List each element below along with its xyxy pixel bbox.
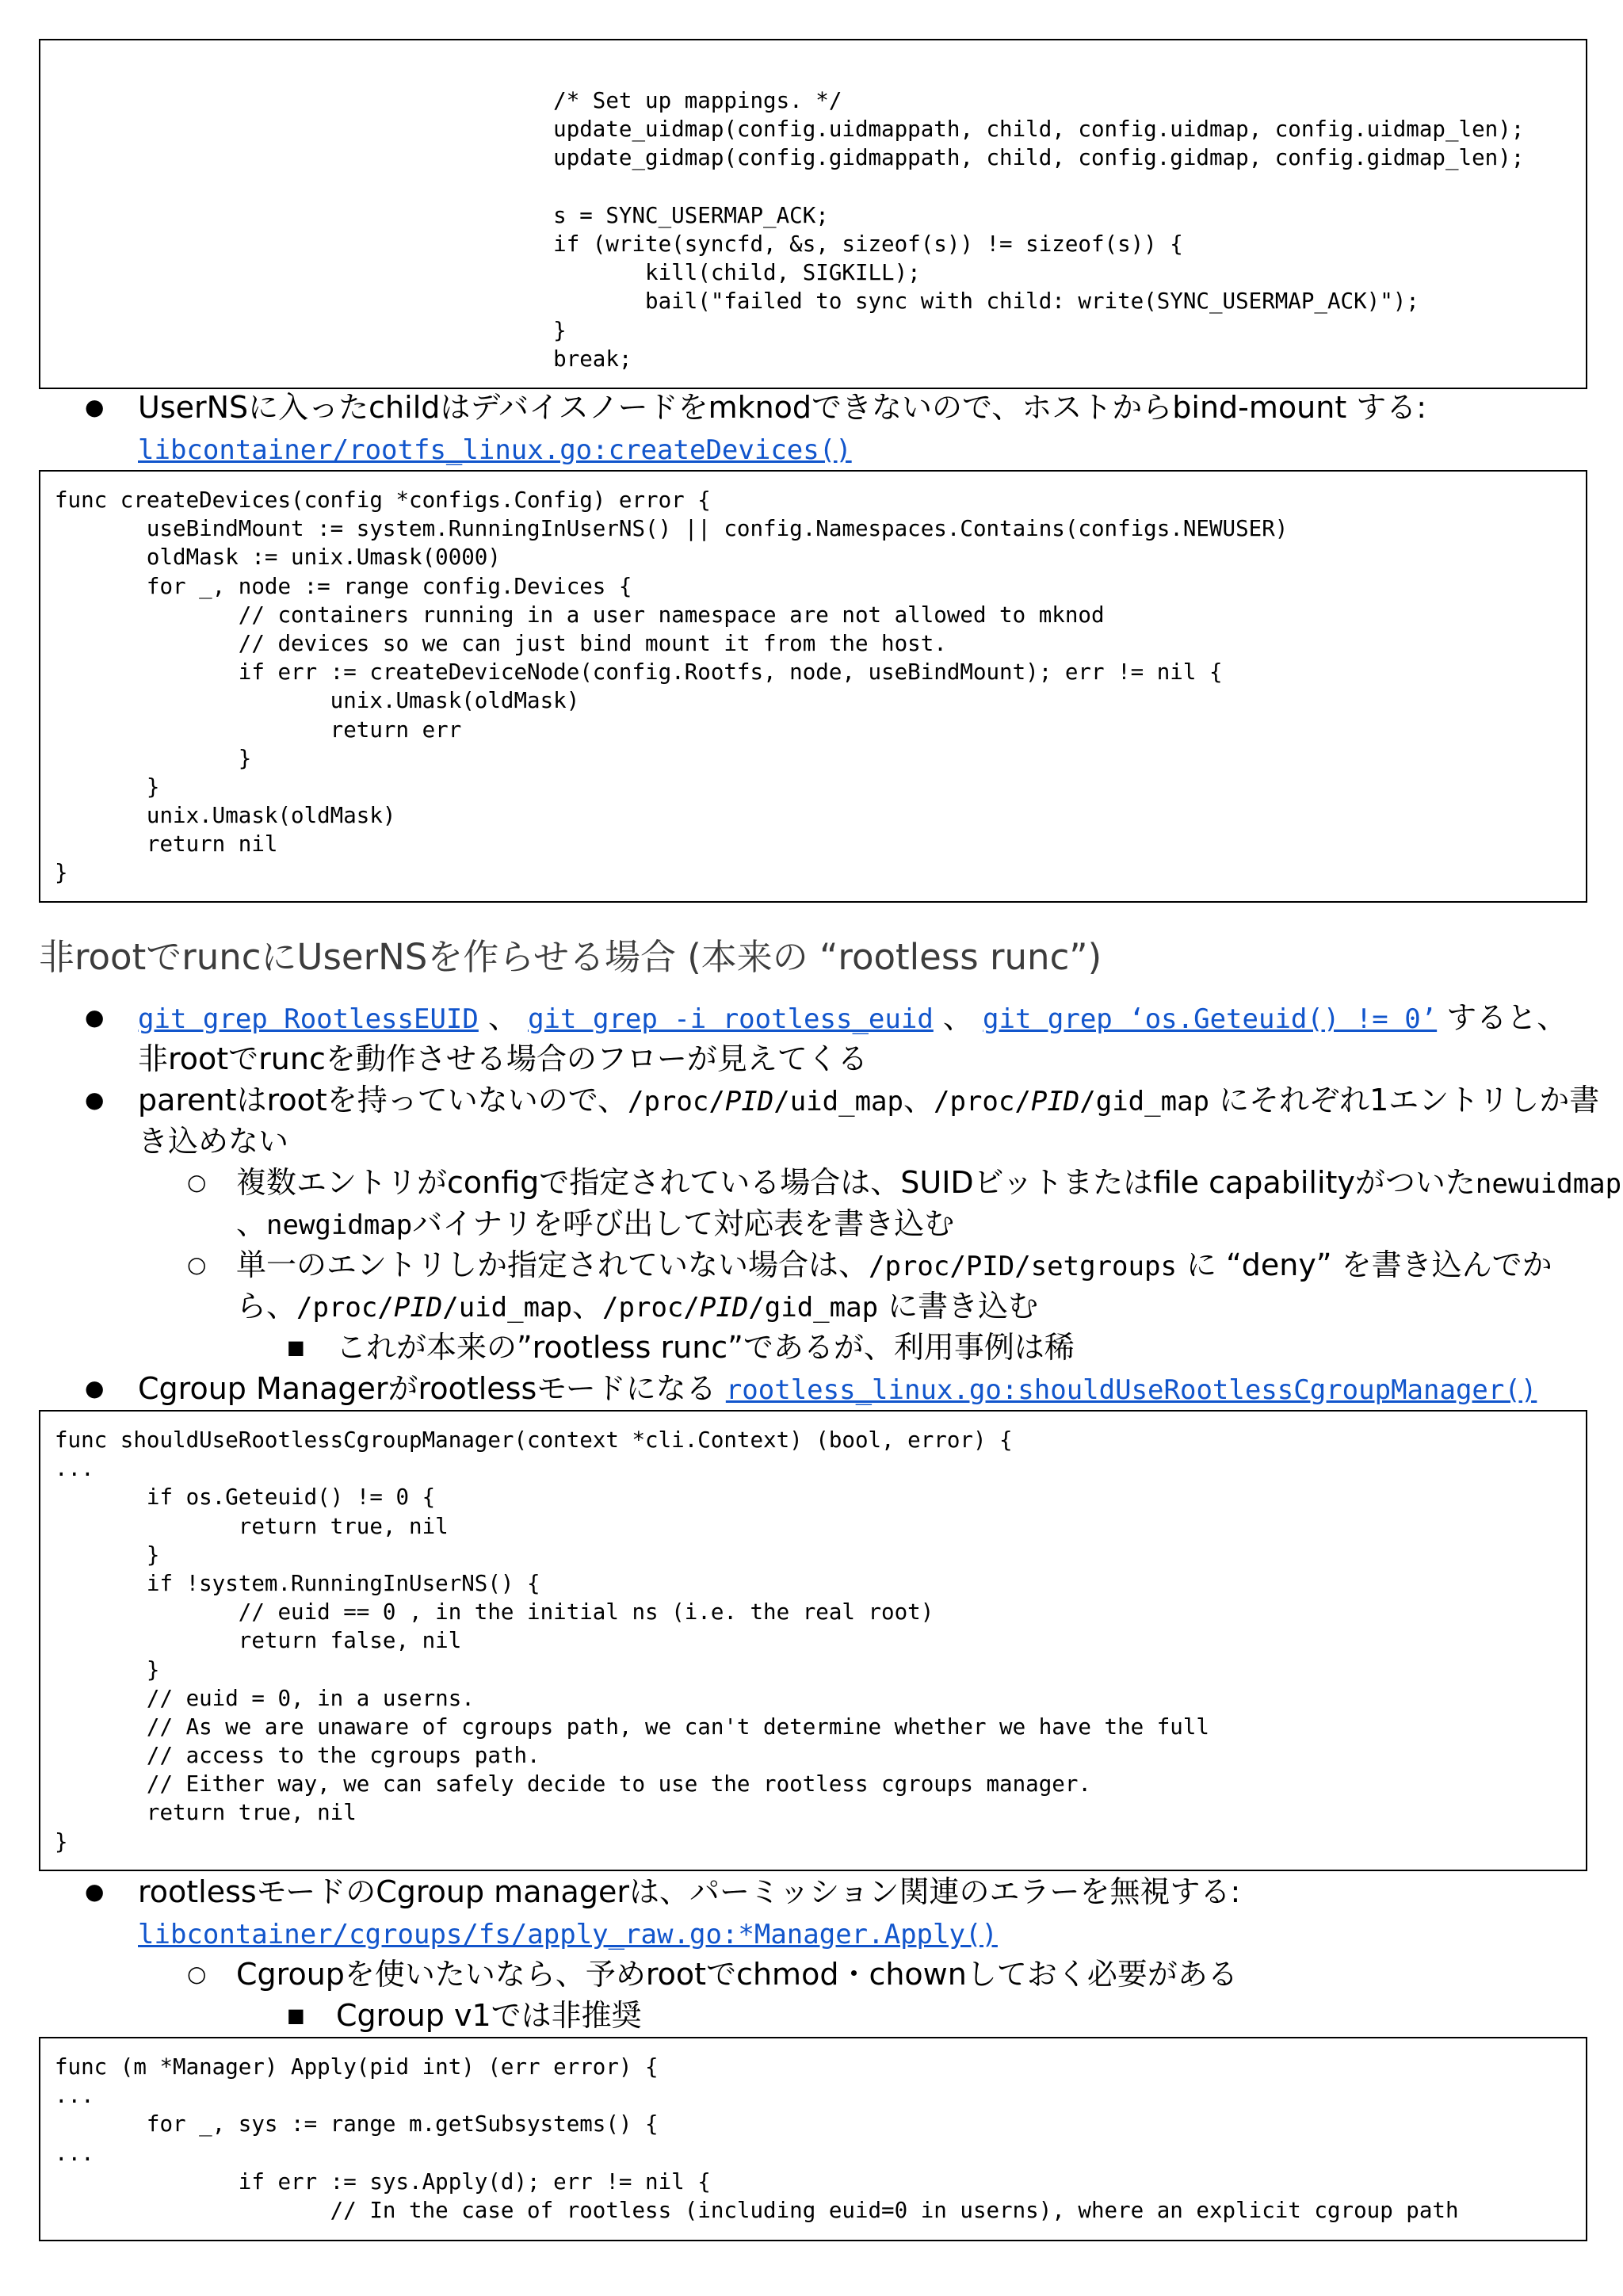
- path-gid-map: [602, 1292, 878, 1324]
- sub-continuation: [236, 1203, 954, 1246]
- path-part: /uid_map: [773, 1086, 903, 1117]
- code-line: return nil: [55, 831, 278, 858]
- code-line: useBindMount := system.RunningInUserNS() || config.Namespaces.Contains(configs.NEWUSER): [55, 516, 1289, 542]
- code-line: // In the case of rootless (including euid=0 in userns), where an explicit cgroup path: [55, 2197, 1459, 2223]
- path-part: /gid_map: [1079, 1086, 1210, 1117]
- bullet-link-line: [138, 428, 852, 471]
- text-run: Cgroup Managerがrootlessモードになる: [138, 1371, 726, 1406]
- binary-newuidmap: newuidmap: [1475, 1168, 1622, 1200]
- code-line: // containers running in a user namespace are not allowed to mknod: [55, 602, 1105, 628]
- path-pid: PID: [1030, 1086, 1080, 1117]
- code-line: // euid == 0 , in the initial ns (i.e. the real root): [55, 1599, 934, 1626]
- code-line: ...: [55, 1456, 94, 1482]
- path-part: /proc/: [602, 1292, 700, 1324]
- code-line: update_uidmap(config.uidmappath, child, config.uidmap, config.uidmap_len);: [55, 117, 1525, 143]
- code-line: return err: [55, 716, 462, 743]
- path-part: /proc/: [934, 1086, 1031, 1117]
- subsub-bullet-square: ■: [287, 2004, 305, 2027]
- code-block-manager-apply: [39, 2037, 1587, 2241]
- code-line: /* Set up mappings. */: [55, 88, 842, 113]
- link-git-grep-geteuid[interactable]: git grep ‘os.Geteuid() != 0’: [983, 1003, 1438, 1035]
- code-block-createdevices: [39, 470, 1587, 903]
- bullet-continuation: 非rootでruncを動作させる場合のフローが見えてくる: [138, 1041, 868, 1076]
- code-line: update_gidmap(config.gidmappath, child, config.gidmap, config.gidmap_len);: [55, 145, 1525, 171]
- text-run: に書き込む: [878, 1289, 1039, 1324]
- bullet-cgroup-manager: [138, 1368, 1537, 1411]
- section-heading: 非rootでruncにUserNSを作らせる場合 (本来の “rootless runc”): [39, 936, 1102, 978]
- separator: 、: [933, 1000, 973, 1035]
- link-apply-raw-manager-apply[interactable]: libcontainer/cgroups/fs/apply_raw.go:*Manager.Apply(): [138, 1919, 998, 1950]
- code-line: ...: [55, 2083, 94, 2109]
- code-line: oldMask := unix.Umask(0000): [55, 544, 501, 571]
- code-line: bail("failed to sync with child: write(SYNC_USERMAP_ACK)");: [55, 288, 1419, 315]
- code-line: break;: [55, 346, 632, 372]
- code-line: return false, nil: [55, 1628, 462, 1654]
- separator: 、: [478, 1000, 518, 1035]
- link-git-grep-rootlesseuid[interactable]: git grep RootlessEUID: [138, 1003, 479, 1035]
- bullet-text-createdevices: [138, 387, 1426, 428]
- bullet-git-grep: [138, 997, 1567, 1040]
- code-line: }: [55, 317, 567, 343]
- sub-bullet-circle: ○: [187, 1169, 207, 1195]
- bullet-dot: ●: [85, 1087, 105, 1113]
- code-line: if os.Geteuid() != 0 {: [55, 1484, 436, 1511]
- sub-bullet-circle: ○: [187, 1961, 207, 1987]
- code-line: }: [55, 1828, 68, 1855]
- code-block-should-use-rootless: [39, 1410, 1587, 1871]
- code-line: if !system.RunningInUserNS() {: [55, 1570, 540, 1596]
- path-part: /proc/: [296, 1292, 394, 1324]
- text-run: 、: [236, 1206, 267, 1241]
- code-line: kill(child, SIGKILL);: [55, 260, 921, 286]
- path-uid-map: [296, 1292, 572, 1324]
- code-line: unix.Umask(oldMask): [55, 688, 580, 714]
- bullet-link-line: [138, 1912, 998, 1955]
- subsub-cgroup-v1-deprecated: Cgroup v1では非推奨: [336, 1998, 642, 2033]
- text-run: ら、: [236, 1289, 297, 1324]
- code-line: return true, nil: [55, 1513, 449, 1539]
- code-line: }: [55, 745, 252, 771]
- sub-multiple-entries: [236, 1162, 1621, 1205]
- bullet-dot: ●: [85, 1375, 105, 1401]
- sub-bullet-circle: ○: [187, 1251, 207, 1278]
- code-line: // Either way, we can safely decide to use the rootless cgroups manager.: [55, 1771, 1091, 1797]
- path-part: /gid_map: [748, 1292, 879, 1324]
- binary-newgidmap: newgidmap: [266, 1209, 413, 1241]
- text-run: parentはrootを持っていないので、: [138, 1083, 628, 1117]
- bullet-text: UserNSに入ったchildはデバイスノードをmknodできないので、ホストからbind-mount する:: [138, 390, 1427, 425]
- code-line: [55, 173, 1571, 201]
- code-line: // euid = 0, in a userns.: [55, 1685, 475, 1711]
- text-run: バイナリを呼び出して対応表を書き込む: [412, 1206, 955, 1241]
- code-line: for _, sys := range m.getSubsystems() {: [55, 2111, 659, 2137]
- code-line: s = SYNC_USERMAP_ACK;: [55, 202, 829, 228]
- bullet-parent-no-root: [138, 1079, 1599, 1122]
- subsub-bullet-square: ■: [287, 1336, 305, 1358]
- subsub-rootless-runc-note: これが本来の”rootless runc”であるが、利用事例は稀: [336, 1330, 1075, 1365]
- bullet-dot: ●: [85, 394, 105, 420]
- code-line: }: [55, 860, 68, 886]
- code-line: func (m *Manager) Apply(pid int) (err error) {: [55, 2054, 659, 2080]
- code-line: }: [55, 774, 160, 800]
- code-line: }: [55, 1656, 160, 1683]
- bullet-dot: ●: [85, 1878, 105, 1904]
- code-line: // devices so we can just bind mount it from the host.: [55, 630, 947, 656]
- path-gid-map: [934, 1086, 1209, 1117]
- text-run: に “deny” を書き込んでか: [1176, 1247, 1552, 1282]
- text-run: 単一のエントリしか指定されていない場合は、: [236, 1247, 869, 1282]
- text-run: にそれぞれ1エントリしか書: [1209, 1083, 1600, 1117]
- sub-continuation: [236, 1286, 1038, 1328]
- bullet-dot: ●: [85, 1004, 105, 1030]
- code-line: unix.Umask(oldMask): [55, 803, 396, 829]
- sub-single-entry: [236, 1244, 1552, 1287]
- path-uid-map: [628, 1086, 903, 1117]
- code-line: ...: [55, 2140, 94, 2166]
- bullet-tail: すると、: [1437, 1000, 1568, 1035]
- path-pid: PID: [393, 1292, 443, 1324]
- code-block-update-mappings: [39, 39, 1587, 389]
- code-line: if err := sys.Apply(d); err != nil {: [55, 2168, 711, 2195]
- code-line: // As we are unaware of cgroups path, we can't determine whether we have the full: [55, 1713, 1209, 1740]
- path-setgroups: /proc/PID/setgroups: [869, 1251, 1177, 1282]
- code-line: for _, node := range config.Devices {: [55, 573, 632, 599]
- code-line: return true, nil: [55, 1800, 357, 1826]
- code-line: func createDevices(config *configs.Config) error {: [55, 487, 711, 513]
- path-pid: PID: [699, 1292, 749, 1324]
- text-run: 複数エントリがconfigで指定されている場合は、SUIDビットまたはfile capabilityがついた: [236, 1165, 1476, 1200]
- link-should-use-rootless-cgroup-manager[interactable]: rootless_linux.go:shouldUseRootlessCgroupManager(): [725, 1374, 1537, 1406]
- path-part: /proc/: [627, 1086, 725, 1117]
- code-line: // access to the cgroups path.: [55, 1743, 540, 1769]
- link-git-grep-rootless-euid[interactable]: git grep -i rootless_euid: [528, 1003, 934, 1035]
- bullet-continuation: き込めない: [138, 1124, 289, 1159]
- code-line: func shouldUseRootlessCgroupManager(context *cli.Context) (bool, error) {: [55, 1427, 1013, 1453]
- path-part: /uid_map: [442, 1292, 573, 1324]
- code-line: if (write(syncfd, &s, sizeof(s)) != sizeof(s)) {: [55, 231, 1183, 257]
- bullet-ignore-permission-errors: rootlessモードのCgroup managerは、パーミッション関連のエラーを無視する:: [138, 1874, 1241, 1909]
- code-line: }: [55, 1541, 160, 1568]
- sub-chmod-chown-note: Cgroupを使いたいなら、予めrootでchmod・chownしておく必要がある: [236, 1957, 1238, 1992]
- link-rootfs-createdevices[interactable]: libcontainer/rootfs_linux.go:createDevices(): [138, 434, 852, 466]
- path-pid: PID: [724, 1086, 774, 1117]
- text-run: 、: [903, 1083, 934, 1117]
- text-run: 、: [572, 1289, 603, 1324]
- code-line: if err := createDeviceNode(config.Rootfs, node, useBindMount); err != nil {: [55, 659, 1223, 686]
